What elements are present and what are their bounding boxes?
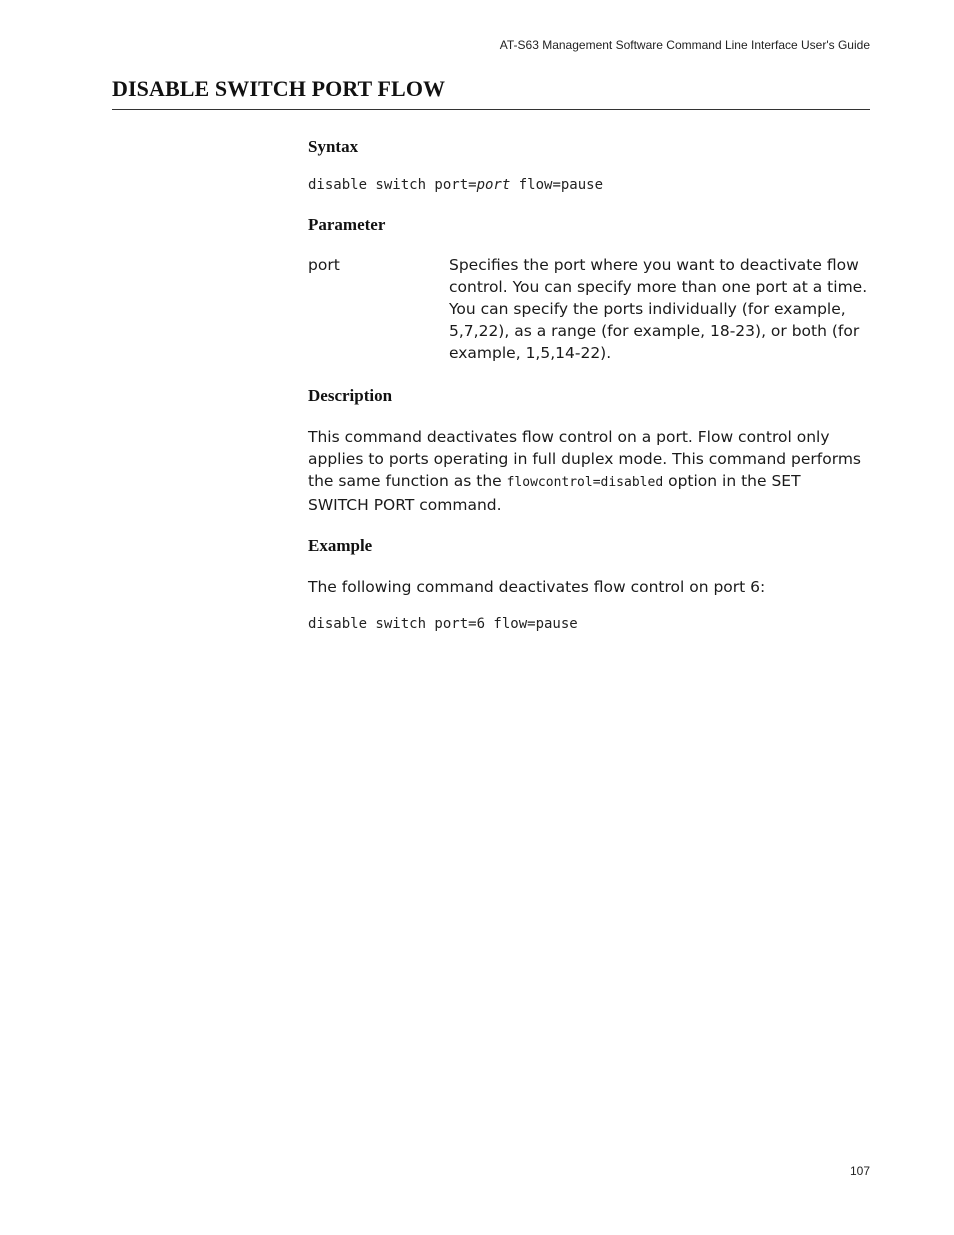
description-line: applies to ports operating in full duplex mode. This command performs: [308, 450, 862, 468]
parameter-heading: Parameter: [308, 215, 386, 234]
description-line-text: the same function as the: [308, 472, 507, 490]
syntax-command: [308, 177, 603, 193]
parameter-description: [449, 254, 867, 364]
example-command: disable switch port=6 flow=pause: [308, 616, 578, 632]
parameter-description-line: control. You can specify more than one port at a time.: [449, 278, 868, 296]
description-heading: Description: [308, 386, 393, 405]
parameter-description-line: 5,7,22), as a range (for example, 18-23), or both (for: [449, 322, 860, 340]
syntax-command-prefix: disable switch port=: [308, 177, 477, 193]
parameter-description-line: You can specify the ports individually (for example,: [449, 300, 846, 318]
title-divider: [112, 109, 870, 110]
page-title: DISABLE SWITCH PORT FLOW: [112, 76, 446, 101]
parameter-name: port: [308, 256, 340, 274]
description-line-text: option in the SET: [663, 472, 801, 490]
example-intro: The following command deactivates flow control on port 6:: [308, 578, 766, 596]
description-line: This command deactivates flow control on a port. Flow control only: [308, 428, 830, 446]
parameter-description-line: Specifies the port where you want to deactivate flow: [449, 256, 859, 274]
syntax-command-param: port: [476, 177, 511, 193]
description-line: [308, 470, 861, 494]
syntax-heading: Syntax: [308, 137, 359, 156]
parameter-description-line: example, 1,5,14-22).: [449, 344, 612, 362]
description-line: SWITCH PORT command.: [308, 496, 502, 514]
example-heading: Example: [308, 536, 373, 555]
page-number: 107: [849, 1164, 870, 1178]
syntax-command-suffix: flow=pause: [510, 177, 604, 193]
inline-code-flowcontrol: flowcontrol=disabled: [506, 475, 664, 490]
description-text: [308, 426, 861, 516]
running-header: AT-S63 Management Software Command Line Interface User's Guide: [499, 38, 870, 52]
